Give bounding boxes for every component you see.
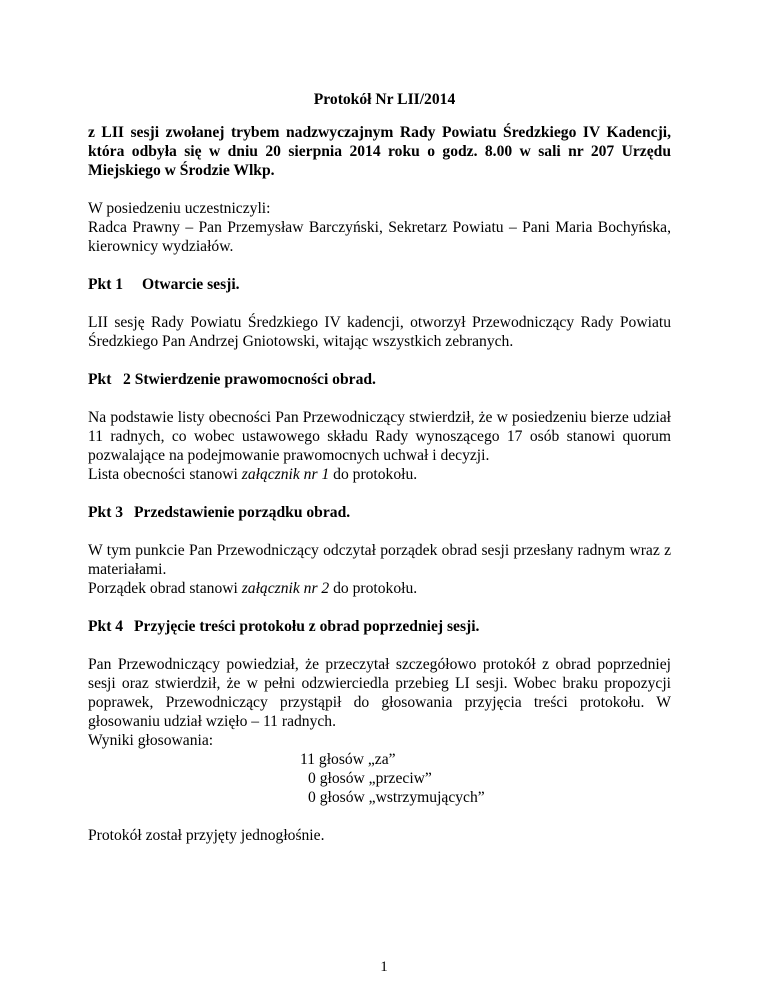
pkt1-section	[88, 313, 671, 351]
pkt2-attachment-suffix: do protokołu.	[329, 466, 418, 483]
pkt4-body: Pan Przewodniczący powiedział, że przeczytał szczegółowo protokół z obrad poprzedniej sesji oraz stwierdził, że w pełni odzwierciedla przebieg LI sesji. Wobec braku propozycji poprawek, Przewodniczący przystąpił do głosowania przyjęcia treści protokołu. W głosowaniu udział wzięło – 11 radnych.	[88, 656, 671, 730]
pkt3-number: Pkt 3	[88, 504, 124, 521]
pkt2-attachment	[88, 465, 671, 484]
vote-against: 0 głosów „przeciw”	[308, 770, 432, 787]
pkt4-section	[88, 655, 671, 750]
pkt4-number: Pkt 4	[88, 618, 124, 635]
attendees-section	[88, 199, 671, 256]
pkt2-attachment-ref: załącznik nr 1	[241, 466, 330, 483]
pkt1-title: Otwarcie sesji.	[142, 276, 240, 293]
pkt3-section	[88, 541, 671, 598]
document-content	[88, 90, 671, 845]
vote-abstain: 0 głosów „wstrzymujących”	[308, 789, 485, 806]
session-header: z LII sesji zwołanej trybem nadzwyczajnym Rady Powiatu Średzkiego IV Kadencji, która odbyła się w dniu 20 sierpnia 2014 roku o godz. 8.00 w sali nr 207 Urzędu Miejskiego w Środzie Wlkp.	[88, 124, 671, 179]
pkt2-heading	[88, 370, 671, 389]
pkt3-heading	[88, 503, 671, 522]
pkt2-title: 2 Stwierdzenie prawomocności obrad.	[123, 371, 376, 388]
pkt3-attachment-prefix: Porządek obrad stanowi	[88, 580, 242, 597]
pkt1-number: Pkt 1	[88, 276, 124, 293]
vote-for: 11 głosów „za”	[300, 751, 396, 768]
pkt3-attachment	[88, 579, 671, 598]
pkt2-number: Pkt	[88, 371, 112, 388]
pkt2-section	[88, 408, 671, 484]
vote-results	[88, 750, 671, 807]
pkt1-heading	[88, 275, 671, 294]
pkt3-attachment-ref: załącznik nr 2	[241, 580, 330, 597]
pkt4-title: Przyjęcie treści protokołu z obrad poprzedniej sesji.	[134, 618, 480, 635]
pkt2-attachment-prefix: Lista obecności stanowi	[88, 466, 242, 483]
pkt1-body: LII sesję Rady Powiatu Średzkiego IV kadencji, otworzył Przewodniczący Rady Powiatu Średzkiego Pan Andrzej Gniotowski, witając wszystkich zebranych.	[88, 314, 671, 350]
pkt3-title: Przedstawienie porządku obrad.	[134, 504, 351, 521]
attendees-text: Radca Prawny – Pan Przemysław Barczyński, Sekretarz Powiatu – Pani Maria Bochyńska, kierownicy wydziałów.	[88, 219, 671, 255]
pkt4-conclusion: Protokół został przyjęty jednogłośnie.	[88, 827, 325, 844]
pkt3-body: W tym punkcie Pan Przewodniczący odczytał porządek obrad sesji przesłany radnym wraz z materiałami.	[88, 542, 671, 578]
document-title: Protokół Nr LII/2014	[313, 91, 456, 108]
pkt2-body: Na podstawie listy obecności Pan Przewodniczący stwierdził, że w posiedzeniu bierze udział 11 radnych, co wobec ustawowego składu Rady wynoszącego 17 osób stanowi quorum pozwalające na podejmowanie prawomocnych uchwał i decyzji.	[88, 409, 671, 464]
pkt3-attachment-suffix: do protokołu.	[329, 580, 418, 597]
attendees-intro: W posiedzeniu uczestniczyli:	[88, 200, 271, 217]
pkt4-heading	[88, 617, 671, 636]
pkt4-results-label: Wyniki głosowania:	[88, 732, 214, 749]
page-number: 1	[380, 959, 388, 975]
